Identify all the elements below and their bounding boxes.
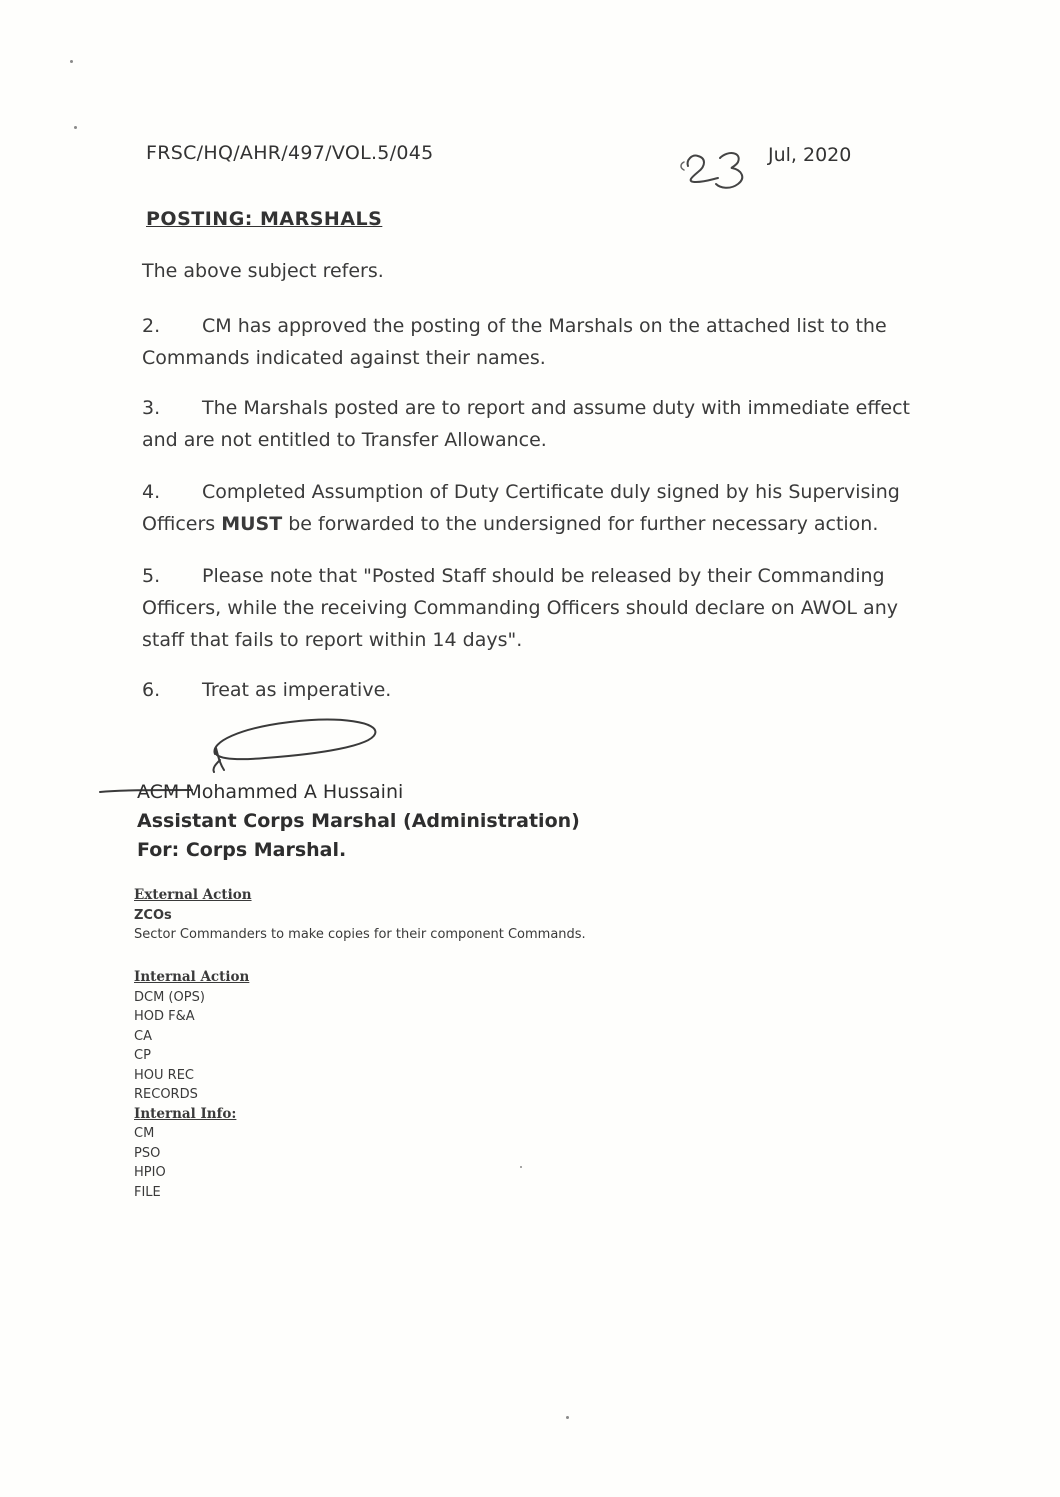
distribution-item: HOD F&A bbox=[134, 1009, 195, 1024]
distribution-item: Sector Commanders to make copies for their component Commands. bbox=[134, 927, 586, 942]
paragraph-line: Completed Assumption of Duty Certificate duly signed by his Supervising bbox=[202, 481, 900, 503]
distribution-item: HPIO bbox=[134, 1165, 166, 1180]
internal-info-heading: Internal Info: bbox=[134, 1105, 237, 1122]
paragraph-6 bbox=[142, 674, 942, 706]
distribution-item: ZCOs bbox=[134, 907, 172, 923]
reference-number: FRSC/HQ/AHR/497/VOL.5/045 bbox=[146, 142, 434, 164]
scan-speck bbox=[566, 1416, 569, 1419]
paragraph-line: Treat as imperative. bbox=[202, 679, 392, 701]
paragraph-number: 4. bbox=[142, 481, 161, 503]
date-month-year: Jul, 2020 bbox=[768, 144, 852, 166]
external-action-list bbox=[134, 886, 586, 945]
internal-action-list bbox=[134, 968, 249, 1202]
scan-speck bbox=[74, 126, 77, 129]
paragraph-number: 6. bbox=[142, 679, 161, 701]
paragraph-line: Please note that "Posted Staff should be released by their Commanding bbox=[202, 565, 885, 587]
distribution-item: FILE bbox=[134, 1184, 161, 1200]
paragraph-number: 2. bbox=[142, 315, 161, 337]
paragraph-line: The Marshals posted are to report and assume duty with immediate effect bbox=[202, 397, 911, 419]
scan-speck bbox=[70, 60, 73, 63]
distribution-item: HOU REC bbox=[134, 1067, 194, 1083]
distribution-item: CP bbox=[134, 1048, 151, 1063]
intro-text: The above subject refers. bbox=[142, 260, 384, 282]
subject-heading: POSTING: MARSHALS bbox=[146, 208, 383, 230]
distribution-item: CM bbox=[134, 1126, 155, 1141]
intro-paragraph bbox=[142, 255, 942, 287]
paragraph-line: staff that fails to report within 14 days". bbox=[142, 629, 523, 651]
paragraph-line-part: Officers bbox=[142, 513, 222, 535]
signatory-for-line: For: Corps Marshal. bbox=[137, 839, 347, 861]
distribution-item: PSO bbox=[134, 1145, 161, 1161]
signatory-title: Assistant Corps Marshal (Administration) bbox=[137, 810, 580, 832]
paragraph-line-part: be forwarded to the undersigned for further necessary action. bbox=[282, 513, 879, 535]
signatory-block bbox=[137, 778, 580, 865]
paragraph-3 bbox=[142, 392, 942, 456]
signatory-name: ACM Mohammed A Hussaini bbox=[137, 781, 404, 803]
distribution-item: DCM (OPS) bbox=[134, 989, 205, 1005]
distribution-item: RECORDS bbox=[134, 1087, 198, 1102]
paragraph-line: and are not entitled to Transfer Allowance. bbox=[142, 429, 547, 451]
paragraph-line: Officers, while the receiving Commanding Officers should declare on AWOL any bbox=[142, 597, 898, 619]
emphasis-must: MUST bbox=[221, 513, 283, 535]
paragraph-number: 5. bbox=[142, 565, 161, 587]
paragraph-4 bbox=[142, 476, 942, 540]
paragraph-number: 3. bbox=[142, 397, 161, 419]
paragraph-2 bbox=[142, 310, 942, 374]
paragraph-line: CM has approved the posting of the Marshals on the attached list to the bbox=[202, 315, 887, 337]
paragraph-5 bbox=[142, 560, 942, 656]
paragraph-line: Commands indicated against their names. bbox=[142, 347, 546, 369]
external-action-heading: External Action bbox=[134, 887, 252, 903]
internal-action-heading: Internal Action bbox=[134, 969, 250, 985]
scan-speck bbox=[520, 1166, 522, 1168]
distribution-item: CA bbox=[134, 1028, 152, 1044]
letter-date bbox=[676, 140, 896, 192]
handwritten-day-23 bbox=[676, 140, 776, 192]
